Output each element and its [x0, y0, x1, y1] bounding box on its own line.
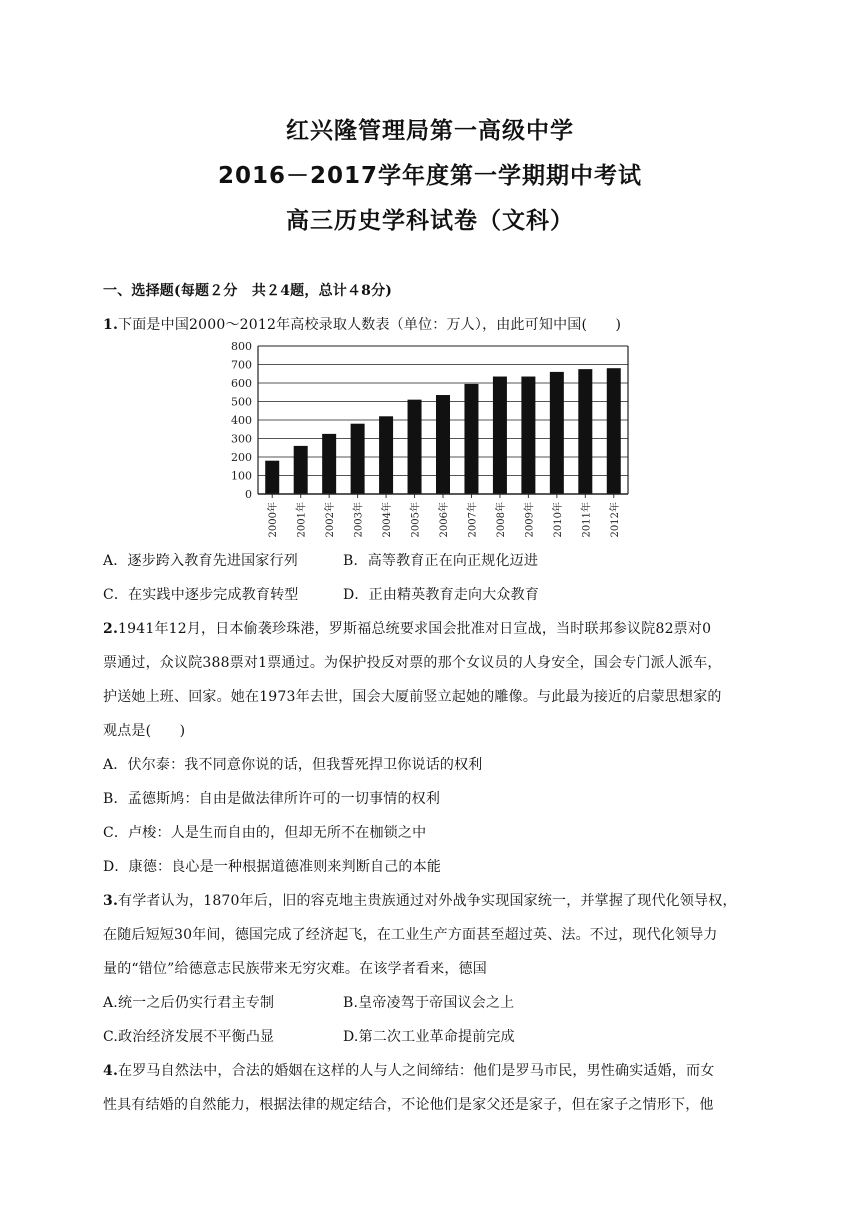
document-title: 红兴隆管理局第一高级中学 — [286, 118, 574, 144]
question-2-line-2: 票通过，众议院388票对1票通过。为保护投反对票的那个女议员的人身安全，国会专门派人派车， — [103, 655, 722, 671]
option-a: A．逐步跨入教育先进国家行列 — [103, 553, 298, 569]
bar — [351, 424, 365, 494]
chart-y-tick-labels — [231, 340, 252, 501]
x-tick-label: 2006年 — [439, 502, 450, 538]
y-tick-label: 100 — [231, 469, 252, 483]
x-tick-label: 2012年 — [609, 502, 621, 538]
chart-x-tick-labels — [266, 502, 621, 537]
option-c: C．在实践中逐步完成教育转型 — [103, 587, 299, 603]
option-c: C．卢梭：人是生而自由的，但却无所不在枷锁之中 — [103, 825, 427, 841]
x-tick-label: 2011年 — [581, 502, 593, 538]
y-tick-label: 400 — [231, 414, 252, 427]
question-4-line-1 — [103, 1060, 714, 1080]
option-b: B.皇帝凌驾于帝国议会之上 — [343, 995, 515, 1011]
option-a: A.统一之后仍实行君主专制 — [103, 995, 275, 1011]
question-3-line-3: 量的“错位”给德意志民族带来无穷灾难。在该学者看来，德国 — [103, 961, 487, 977]
bar — [607, 368, 621, 494]
y-tick-label: 600 — [231, 377, 252, 390]
option-a: A．伏尔泰：我不同意你说的话，但我誓死捍卫你说话的权利 — [103, 757, 483, 773]
x-tick-label: 2000年 — [268, 502, 280, 538]
y-tick-label: 200 — [231, 451, 252, 464]
bar — [550, 372, 564, 494]
bar — [521, 377, 535, 494]
paper-subject: 高三历史学科试卷（文科） — [286, 208, 574, 234]
x-tick-label: 2005年 — [410, 502, 422, 538]
question-2-line-3: 护送她上班、回家。她在1973年去世，国会大厦前竖立起她的雕像。与此最为接近的启蒙思想家的 — [103, 689, 722, 705]
question-1 — [103, 314, 621, 334]
option-d: D．康德：良心是一种根据道德准则来判断自己的本能 — [103, 859, 442, 875]
enrollment-bar-chart — [228, 338, 638, 542]
bar — [464, 384, 478, 494]
q3-options-row-2 — [103, 1026, 515, 1046]
question-3-line-2: 在随后短短30年间，德国完成了经济起飞，在工业生产方面甚至超过英、法。不过，现代化领导力 — [103, 927, 718, 943]
y-tick-label: 700 — [231, 358, 252, 372]
bar — [379, 416, 393, 494]
x-tick-label: 2001年 — [296, 502, 308, 538]
y-tick-label: 500 — [231, 395, 252, 409]
question-number: 3. — [103, 893, 119, 909]
x-tick-label: 2008年 — [495, 502, 507, 538]
option-c: C.政治经济发展不平衡凸显 — [103, 1029, 275, 1045]
x-tick-label: 2007年 — [467, 502, 479, 538]
bar — [493, 377, 507, 494]
bar — [294, 446, 308, 494]
x-tick-label: 2010年 — [552, 502, 564, 538]
q1-options-row-1 — [103, 550, 539, 570]
option-d: D．正由精英教育走向大众教育 — [343, 587, 540, 603]
question-text: 有学者认为，1870年后，旧的容克地主贵族通过对外战争实现国家统一，并掌握了现代化领导权， — [118, 893, 737, 909]
x-tick-label: 2004年 — [382, 502, 394, 538]
bar — [265, 461, 279, 494]
option-b: B．孟德斯鸠：自由是做法律所许可的一切事情的权利 — [103, 791, 441, 807]
y-tick-label: 800 — [231, 340, 252, 353]
section-heading: 一、选择题(每题２分 共２4题，总计４8分) — [103, 283, 393, 299]
question-number: 2. — [103, 621, 119, 637]
x-tick-label: 2002年 — [325, 502, 337, 538]
x-tick-label: 2003年 — [353, 502, 365, 538]
question-2-line-1 — [103, 618, 711, 638]
exam-name: 2016－2017学年度第一学期期中考试 — [217, 163, 643, 189]
question-2-line-4: 观点是( ) — [103, 723, 186, 739]
x-tick-label: 2009年 — [524, 502, 536, 538]
option-d: D.第二次工业革命提前完成 — [343, 1029, 515, 1045]
question-text: 在罗马自然法中，合法的婚姻在这样的人与人之间缔结：他们是罗马市民，男性确实适婚，而女 — [118, 1063, 715, 1079]
question-3-line-1 — [103, 890, 737, 910]
q3-options-row-1 — [103, 992, 515, 1012]
question-text: 1941年12月，日本偷袭珍珠港，罗斯福总统要求国会批准对日宣战，当时联邦参议院82票对0 — [118, 621, 712, 637]
option-b: B．高等教育正在向正规化迈进 — [343, 553, 539, 569]
bar — [408, 400, 422, 494]
question-4-line-2: 性具有结婚的自然能力，根据法律的规定结合，不论他们是家父还是家子，但在家子之情形下，他 — [103, 1097, 714, 1113]
y-tick-label: 0 — [245, 488, 252, 501]
question-text: 下面是中国2000～2012年高校录取人数表（单位：万人），由此可知中国( ) — [118, 317, 622, 333]
question-number: 1. — [103, 317, 119, 333]
bar — [578, 369, 592, 494]
bar — [322, 434, 336, 494]
y-tick-label: 300 — [231, 432, 252, 446]
bar — [436, 395, 450, 494]
question-number: 4. — [103, 1063, 119, 1079]
q1-options-row-2 — [103, 584, 540, 604]
